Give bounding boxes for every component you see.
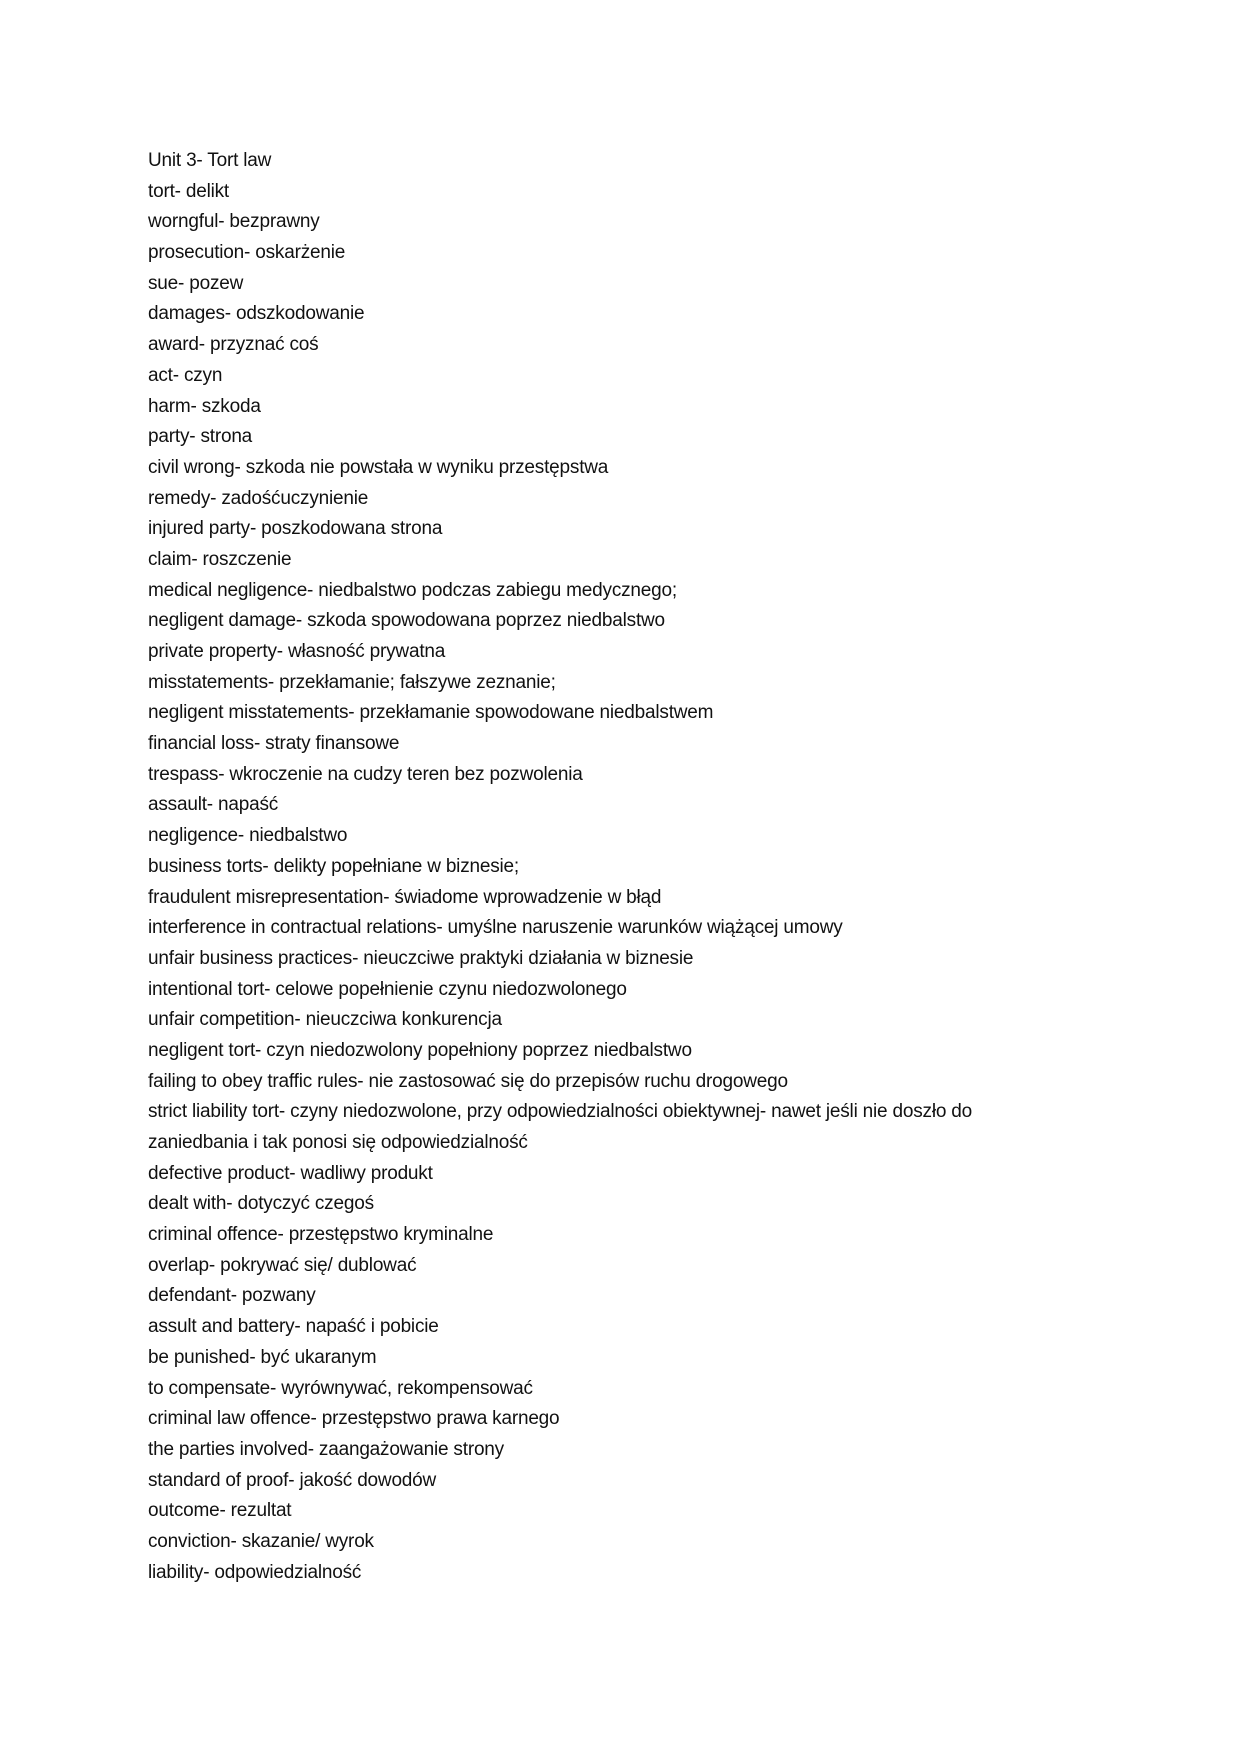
vocabulary-entry: conviction- skazanie/ wyrok xyxy=(148,1530,374,1552)
vocabulary-entry: act- czyn xyxy=(148,364,223,386)
page-title: Unit 3- Tort law xyxy=(148,150,272,171)
vocabulary-entry: failing to obey traffic rules- nie zastosować się do przepisów ruchu drogowego xyxy=(148,1070,788,1092)
vocabulary-entry: assult and battery- napaść i pobicie xyxy=(148,1316,439,1338)
vocabulary-entry: be punished- być ukaranym xyxy=(148,1346,377,1368)
vocabulary-entry: civil wrong- szkoda nie powstała w wyniku przestępstwa xyxy=(148,456,609,478)
vocabulary-entry: party- strona xyxy=(148,426,253,448)
vocabulary-entry: defective product- wadliwy produkt xyxy=(148,1162,433,1184)
vocabulary-entry: assault- napaść xyxy=(148,794,279,816)
vocabulary-entry: worngful- bezprawny xyxy=(148,211,320,233)
vocabulary-entry: criminal offence- przestępstwo kryminalne xyxy=(148,1224,494,1246)
vocabulary-entry: negligent damage- szkoda spowodowana poprzez niedbalstwo xyxy=(148,610,665,632)
vocabulary-entry: tort- delikt xyxy=(148,180,230,202)
vocabulary-entry: sue- pozew xyxy=(148,272,244,294)
vocabulary-entry: the parties involved- zaangażowanie strony xyxy=(148,1438,504,1460)
vocabulary-entry: outcome- rezultat xyxy=(148,1500,292,1522)
vocabulary-entry: standard of proof- jakość dowodów xyxy=(148,1469,437,1491)
vocabulary-entry: negligent misstatements- przekłamanie spowodowane niedbalstwem xyxy=(148,702,714,724)
vocabulary-entry: damages- odszkodowanie xyxy=(148,303,365,325)
vocabulary-entry: remedy- zadośćuczynienie xyxy=(148,487,369,509)
vocabulary-entry: financial loss- straty finansowe xyxy=(148,733,400,755)
vocabulary-entry: negligent tort- czyn niedozwolony popełniony poprzez niedbalstwo xyxy=(148,1039,692,1061)
vocabulary-entry: misstatements- przekłamanie; fałszywe zeznanie; xyxy=(148,671,556,693)
vocabulary-entry: dealt with- dotyczyć czegoś xyxy=(148,1193,374,1215)
vocabulary-entry: business torts- delikty popełniane w biznesie; xyxy=(148,855,520,877)
vocabulary-entry: overlap- pokrywać się/ dublować xyxy=(148,1254,417,1276)
vocabulary-entry: unfair competition- nieuczciwa konkurencja xyxy=(148,1009,502,1031)
vocabulary-entry: medical negligence- niedbalstwo podczas zabiegu medycznego; xyxy=(148,579,677,601)
vocabulary-list xyxy=(148,146,1148,1588)
vocabulary-entry: interference in contractual relations- umyślne naruszenie warunków wiążącej umowy xyxy=(148,917,843,939)
vocabulary-entry-continuation: zaniedbania i tak ponosi się odpowiedzialność xyxy=(148,1132,528,1153)
vocabulary-entry: claim- roszczenie xyxy=(148,548,292,570)
vocabulary-entry: strict liability tort- czyny niedozwolone, przy odpowiedzialności obiektywnej- nawet jeśli nie doszło do xyxy=(148,1101,973,1123)
vocabulary-entry: defendant- pozwany xyxy=(148,1285,316,1307)
vocabulary-entry: intentional tort- celowe popełnienie czynu niedozwolonego xyxy=(148,978,627,1000)
vocabulary-entry: fraudulent misrepresentation- świadome wprowadzenie w błąd xyxy=(148,886,662,908)
vocabulary-entry: injured party- poszkodowana strona xyxy=(148,518,443,540)
vocabulary-entry: harm- szkoda xyxy=(148,395,261,417)
vocabulary-entry: award- przyznać coś xyxy=(148,334,319,356)
vocabulary-entry: to compensate- wyrównywać, rekompensować xyxy=(148,1377,533,1399)
vocabulary-entry: trespass- wkroczenie na cudzy teren bez pozwolenia xyxy=(148,763,583,785)
vocabulary-entry: prosecution- oskarżenie xyxy=(148,242,346,264)
vocabulary-entry: criminal law offence- przestępstwo prawa karnego xyxy=(148,1408,560,1430)
vocabulary-entry: liability- odpowiedzialność xyxy=(148,1561,362,1583)
vocabulary-entry: private property- własność prywatna xyxy=(148,641,446,662)
vocabulary-entry: unfair business practices- nieuczciwe praktyki działania w biznesie xyxy=(148,947,694,969)
vocabulary-entry: negligence- niedbalstwo xyxy=(148,825,348,847)
